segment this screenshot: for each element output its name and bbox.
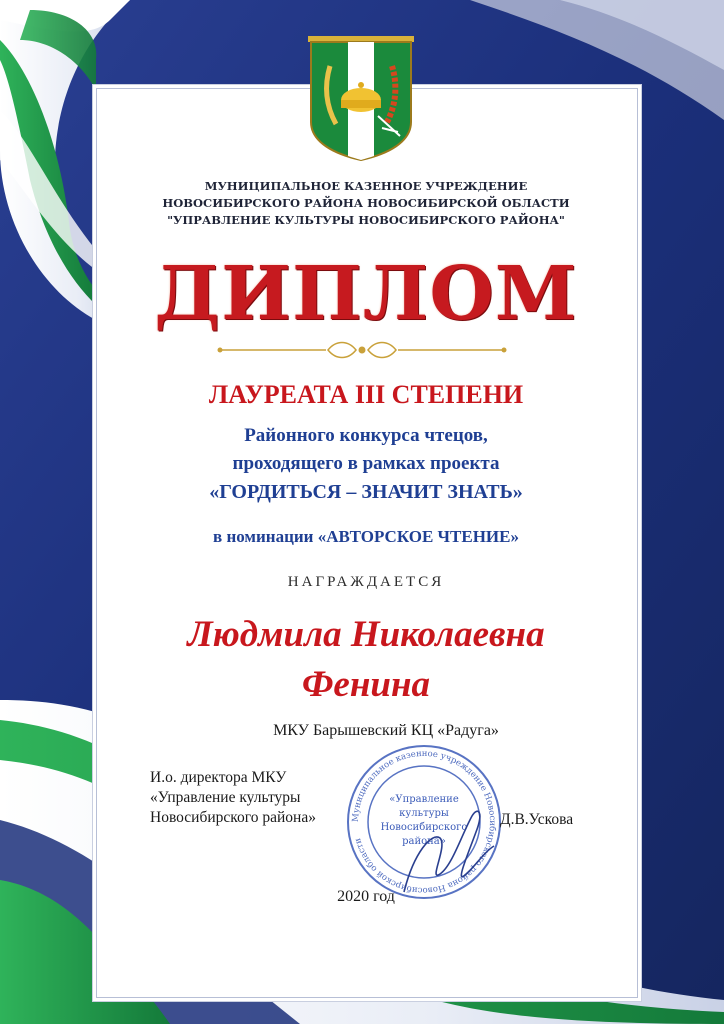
organization-line-1: МУНИЦИПАЛЬНОЕ КАЗЕННОЕ УЧРЕЖДЕНИЕ: [204, 179, 528, 193]
ornament-divider: [216, 340, 508, 360]
stamp-outer-text: Муниципальное казенное учреждение Новосибирского района Новосибирской области: [350, 748, 498, 896]
awarded-label: НАГРАЖДАЕТСЯ: [287, 574, 445, 590]
diploma-title: ДИПЛОМ: [154, 251, 578, 337]
coat-of-arms-icon: [308, 36, 414, 162]
recipient-name-line-2: Фенина: [301, 664, 431, 705]
signatory-title: [150, 768, 350, 828]
stamp-inner-line-1: «Управление: [389, 794, 459, 805]
year-text: 2020 год: [337, 888, 395, 905]
stamp-inner-line-4: района»: [402, 836, 446, 847]
organization-line-2: НОВОСИБИРСКОГО РАЙОНА НОВОСИБИРСКОЙ ОБЛАСТИ: [162, 196, 570, 210]
official-stamp: [344, 742, 504, 902]
stamp-inner-line-3: Новосибирского: [380, 822, 468, 833]
affiliation-text: МКУ Барышевский КЦ «Радуга»: [273, 722, 499, 739]
signatory-name: Д.В.Ускова: [500, 811, 574, 828]
organization-line-3: "УПРАВЛЕНИЕ КУЛЬТУРЫ НОВОСИБИРСКОГО РАЙОНА": [167, 213, 565, 227]
signatory-line-3: Новосибирского района»: [150, 809, 316, 826]
degree-heading: ЛАУРЕАТА III СТЕПЕНИ: [208, 380, 524, 409]
signatory-line-1: И.о. директора МКУ: [150, 769, 287, 786]
stamp-inner-line-2: культуры: [399, 808, 449, 819]
nomination-text: в номинации «АВТОРСКОЕ ЧТЕНИЕ»: [213, 527, 519, 546]
recipient-name-line-1: Людмила Николаевна: [187, 614, 545, 655]
contest-line-2: проходящего в рамках проекта: [232, 453, 500, 474]
contest-line-3: «ГОРДИТЬСЯ – ЗНАЧИТ ЗНАТЬ»: [209, 481, 523, 503]
contest-line-1: Районного конкурса чтецов,: [244, 425, 488, 446]
signatory-line-2: «Управление культуры: [150, 789, 301, 806]
